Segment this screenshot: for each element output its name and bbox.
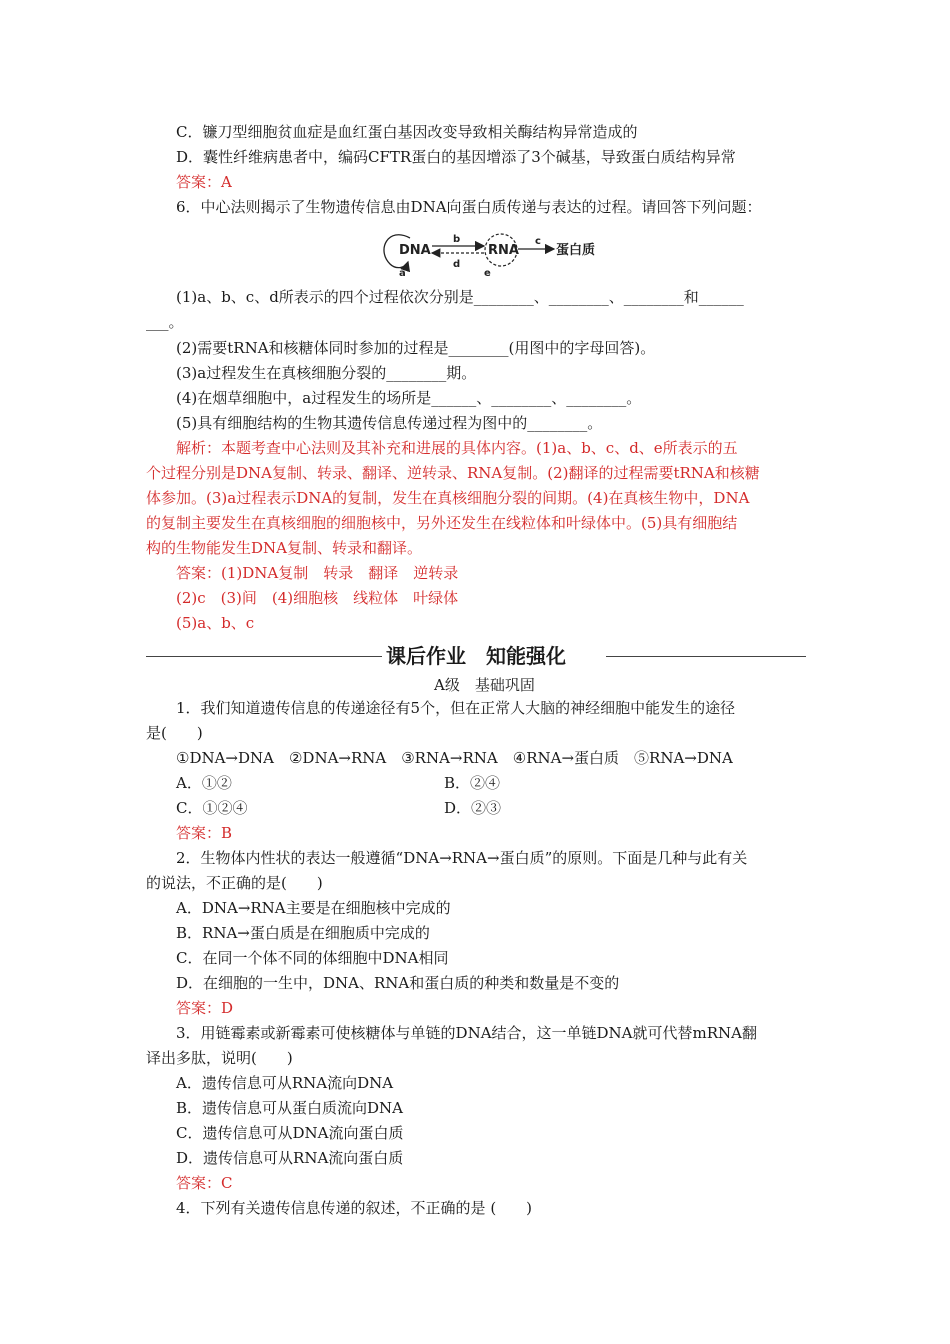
text-line: D．在细胞的一生中，DNA、RNA和蛋白质的种类和数量是不变的 [176,974,620,992]
label-d: d [453,259,461,270]
answer-line: 体参加。(3)a过程表示DNA的复制，发生在真核细胞分裂的间期。(4)在真核生物中，DNA [146,489,750,507]
text-line: (1)a、b、c、d所表示的四个过程依次分别是________、________、________和______ [176,288,744,306]
answer-line: 答案：D [176,999,234,1017]
rna-node: RNA [488,243,519,258]
section-header [146,640,806,672]
text-line: (2)需要tRNA和核糖体同时参加的过程是________(用图中的字母回答)。 [176,339,656,357]
text-line: 6．中心法则揭示了生物遗传信息由DNA向蛋白质传递与表达的过程。请回答下列问题： [176,198,762,216]
answer-line: (2)c (3)间 (4)细胞核 线粒体 叶绿体 [176,589,459,607]
text-line: A级 基础巩固 [434,676,535,694]
text-line: D．遗传信息可从RNA流向蛋白质 [176,1149,404,1167]
text-line: C．在同一个体不同的体细胞中DNA相同 [176,949,449,967]
text-line: (5)具有细胞结构的生物其遗传信息传递过程为图中的________。 [176,414,603,432]
text-line: 2．生物体内性状的表达一般遵循“DNA→RNA→蛋白质”的原则。下面是几种与此有关 [176,849,748,867]
text-line: (3)a过程发生在真核细胞分裂的________期。 [176,364,477,382]
text-line: D．囊性纤维病患者中，编码CFTR蛋白的基因增添了3个碱基，导致蛋白质结构异常 [176,148,736,166]
section-title: 课后作业 知能强化 [382,644,570,668]
text-line: B．RNA→蛋白质是在细胞质中完成的 [176,924,430,942]
answer-line: 答案：C [176,1174,233,1192]
label-b: b [453,234,461,245]
text-line: 1．我们知道遗传信息的传递途径有5个，但在正常人大脑的神经细胞中能发生的途径 [176,699,736,717]
text-line: C．镰刀型细胞贫血症是血红蛋白基因改变导致相关酶结构异常造成的 [176,123,638,141]
text-line: B．遗传信息可从蛋白质流向DNA [176,1099,404,1117]
text-line: A．①② [176,774,232,792]
answer-line: 解析：本题考查中心法则及其补充和进展的具体内容。(1)a、b、c、d、e所表示的五 [176,439,738,457]
answer-line: 的复制主要发生在真核细胞的细胞核中，另外还发生在线粒体和叶绿体中。(5)具有细胞结 [146,514,738,532]
answer-line: 答案：B [176,824,233,842]
text-line: ___。 [146,313,184,331]
text-line: A．遗传信息可从RNA流向DNA [176,1074,394,1092]
dna-node: DNA [399,243,431,258]
text-line: 是( ) [146,724,203,742]
protein-node: 蛋白质 [556,243,596,258]
text-line: (4)在烟草细胞中，a过程发生的场所是______、________、________。 [176,389,642,407]
label-e: e [484,268,491,279]
answer-line: 答案：(1)DNA复制 转录 翻译 逆转录 [176,564,459,582]
answer-line: 个过程分别是DNA复制、转录、翻译、逆转录、RNA复制。(2)翻译的过程需要tRNA和核糖 [146,464,760,482]
answer-line: 答案：A [176,173,232,191]
text-line: ①DNA→DNA ②DNA→RNA ③RNA→RNA ④RNA→蛋白质 ⑤RNA→DNA [176,749,733,767]
text-line: 4．下列有关遗传信息传递的叙述，不正确的是 ( ) [176,1199,533,1217]
text-line: 3．用链霉素或新霉素可使核糖体与单链的DNA结合，这一单链DNA就可代替mRNA翻 [176,1024,757,1042]
text-line: A．DNA→RNA主要是在细胞核中完成的 [176,899,451,917]
text-line: B．②④ [444,774,501,792]
text-line: C．遗传信息可从DNA流向蛋白质 [176,1124,404,1142]
answer-line: 构的生物能发生DNA复制、转录和翻译。 [146,539,422,557]
label-c: c [535,236,541,247]
text-line: D．②③ [444,799,502,817]
text-line: 的说法，不正确的是( ) [146,874,323,892]
label-a: a [399,268,406,279]
text-line: 译出多肽，说明( ) [146,1049,293,1067]
answer-line: (5)a、b、c [176,614,255,632]
central-dogma-diagram [380,224,620,280]
text-line: C．①②④ [176,799,248,817]
